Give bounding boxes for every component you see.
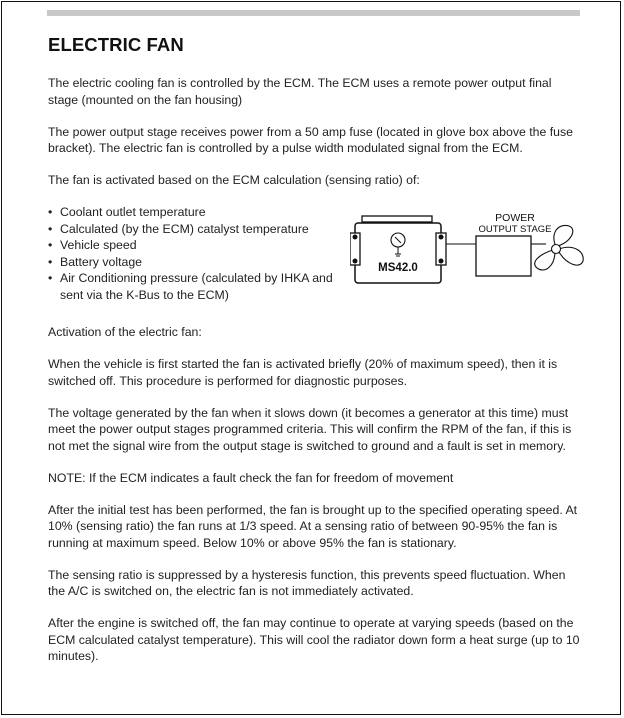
activation-paragraph-1: When the vehicle is first started the fan is activated briefly (20% of maximum speed), then it is switched off. This procedure is performed for diagnostic purposes. (48, 357, 558, 388)
activation-heading: Activation of the electric fan: (48, 325, 202, 339)
intro-paragraph-1: The electric cooling fan is controlled by the ECM. The ECM uses a remote power output final stage (mounted on the fan housing) (48, 76, 552, 107)
initial-test-paragraph: After the initial test has been performed, the fan is brought up to the specified operating speed. At 10% (sensing ratio) the fan runs at 1/3 speed. At a sensing ratio of between 90-95% the fan is running at maximum speed. Below 10% or above 95% the fan is stationary. (48, 502, 578, 550)
activation-paragraph-2: The voltage generated by the fan when it slows down (it becomes a generator at this time) must meet the power output stages programmed criteria. This will confirm the RPM of the fan, if this is not met the signal wire from the output stage is switched to ground and a fault is set in memory. (48, 405, 572, 453)
list-item: • Vehicle speed (48, 237, 338, 254)
after-engine-off-paragraph: After the engine is switched off, the fan may continue to operate at varying speeds (based on the ECM calculated catalyst temperature). This will cool the radiator down form a heat surge (up to 10 minutes). (48, 616, 580, 663)
note-paragraph: NOTE: If the ECM indicates a fault check the fan for freedom of movement (48, 470, 454, 485)
stage-label-line-2: OUTPUT STAGE (478, 224, 552, 235)
input-list (48, 204, 338, 303)
document-body (48, 34, 584, 680)
power-output-stage-box (476, 236, 531, 276)
intro-paragraph-2: The power output stage receives power from a 50 amp fuse (located in glove box above the fuse bracket). The electric fan is controlled by a pulse width modulated signal from the ECM. (48, 124, 573, 155)
stage-label-line-1: POWER (495, 212, 535, 224)
intro-paragraph-3: The fan is activated based on the ECM calculation (sensing ratio) of: (48, 173, 420, 187)
list-item: • Battery voltage (48, 254, 338, 271)
inputs-and-diagram (48, 204, 584, 310)
list-item: • Calculated (by the ECM) catalyst temperature (48, 221, 338, 238)
fan-control-diagram (350, 211, 586, 311)
hysteresis-paragraph: The sensing ratio is suppressed by a hysteresis function, this prevents speed fluctuation. When the A/C is switched on, the electric fan is not immediately activated. (48, 567, 566, 598)
ecm-label: MS42.0 (378, 262, 418, 274)
list-item: • Air Conditioning pressure (calculated by IHKA and sent via the K-Bus to the ECM) (48, 270, 338, 303)
list-item: • Coolant outlet temperature (48, 204, 338, 221)
header-rule (47, 10, 580, 16)
page-title: ELECTRIC FAN (48, 34, 184, 55)
